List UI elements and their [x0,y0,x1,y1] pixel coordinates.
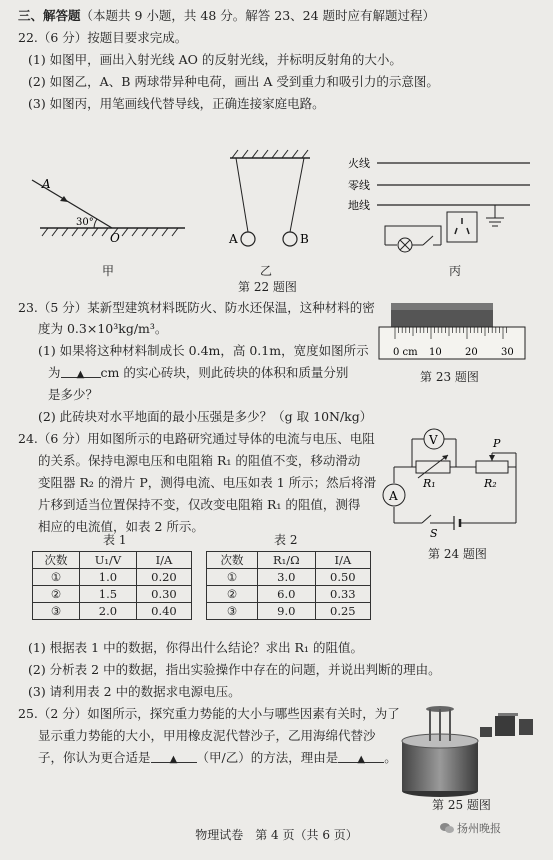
answer-blank-width[interactable] [61,365,101,378]
caption-bing: 丙 [449,264,462,278]
table-row [207,569,371,586]
ruler-label-30: 30 [501,347,514,358]
label-o: O [110,231,120,245]
section-note: （本题共 9 小题，共 48 分。解答 23、24 题时应有解题过程） [80,8,436,23]
q23-line3: (1) 如果将这种材料制成长 0.4m，高 0.1m，宽度如图所示 [38,343,369,358]
table-cell: 3.0 [258,569,316,586]
angle-label: 30° [76,217,94,228]
neutral-wire-label: 零线 [348,179,370,192]
q22-part1: (1) 如图甲，画出入射光线 AO 的反射光线，并标明反射角的大小。 [28,52,402,67]
voltmeter-label: V [429,433,438,447]
q25-line3 [38,750,397,766]
ruler-label-20: 20 [465,347,478,358]
table-cell: 2.0 [80,603,137,620]
table1-header-row [33,552,192,569]
table-cell: ③ [33,603,80,620]
table1-header-cell: U₁/V [80,552,137,569]
q24-line5: 相应的电流值，如表 2 所示。 [38,519,204,534]
answer-blank-method[interactable] [151,750,197,763]
r1-label: R₁ [423,477,436,490]
q24-line4: 片移到适当位置保持不变，仅改变电阻箱 R₁ 的阻值，测得 [38,497,361,512]
q23-line4-b: cm 的实心砖块，则此砖块的体积和质量分别 [100,365,349,380]
ground-wire-label: 地线 [348,199,370,212]
q22-part2: (2) 如图乙，A、B 两球带异种电荷，画出 A 受到重力和吸引力的示意图。 [28,74,439,89]
figure-ruler [377,300,527,365]
table-cell: 9.0 [258,603,316,620]
q24-line1: 24.（6 分）用如图所示的电路研究通过导体的电流与电压、电阻 [18,431,375,446]
table1-header-cell: 次数 [33,552,80,569]
q25-line3-c: 。 [384,750,397,765]
table-cell: 6.0 [258,586,316,603]
ball-b [283,232,297,246]
table-1 [32,551,192,620]
switch-icon [423,236,433,245]
q25-line3-b: （甲/乙）的方法，理由是 [196,750,339,765]
wechat-icon [440,822,454,834]
ball-a [241,232,255,246]
table2-header-cell: I/A [315,552,370,569]
q24-sub1: (1) 根据表 1 中的数据，你得出什么结论？求出 R₁ 的阻值。 [28,640,363,655]
section-title: 三、解答题 [18,8,81,23]
figure-24-circuit [378,425,528,540]
label-b-yi: B [300,232,309,246]
ruler-label-0: 0 cm [393,347,418,358]
page-footer: 物理试卷 第 4 页（共 6 页） [195,828,358,842]
caption-yi: 乙 [260,264,273,278]
table-cell: ① [207,569,258,586]
caption-fig25: 第 25 题图 [432,798,491,812]
q23-line1: 23.（5 分）某新型建筑材料既防火、防水还保温，这种材料的密 [18,300,375,315]
table-cell: 0.25 [315,603,370,620]
switch-s [422,515,431,523]
label-a-jia: A [42,177,51,191]
q24-sub3: (3) 请利用表 2 中的数据求电源电压。 [28,684,241,699]
block-medium [480,727,492,737]
q24-line3: 变阻器 R₂ 的滑片 P，测得电流、电压如表 1 所示；然后将滑 [38,475,377,490]
caption-fig22: 第 22 题图 [238,280,297,294]
q24-sub2: (2) 分析表 2 中的数据，指出实验操作中存在的问题，并说出判断的理由。 [28,662,441,677]
q23-line4-a: 为 [48,365,61,380]
socket-icon [447,212,477,242]
table-cell: 0.30 [136,586,191,603]
slider-p-label: P [493,437,501,450]
q25-line1: 25.（2 分）如图所示，探究重力势能的大小与哪些因素有关时，为了 [18,706,400,721]
table-cell: ② [33,586,80,603]
table2-header-row [207,552,371,569]
table2-header-cell: R₁/Ω [258,552,316,569]
table-2 [206,551,371,620]
q25-line2: 显示重力势能的大小，甲用橡皮泥代替沙子，乙用海绵代替沙 [38,728,376,743]
q22-part3: (3) 如图丙，用笔画线代替导线，正确连接家庭电路。 [28,96,325,111]
q25-line3-a: 子，你认为更合适是 [38,750,151,765]
table-row [33,586,192,603]
section-header [18,8,435,24]
table1-title: 表 1 [103,533,127,547]
table2-title: 表 2 [274,533,298,547]
table2-header-cell: 次数 [207,552,258,569]
r2-label: R₂ [484,477,497,490]
switch-s-label: S [430,527,438,540]
table-row [33,603,192,620]
watermark-text: 扬州晚报 [457,822,501,835]
live-wire-label: 火线 [348,157,370,170]
block-large [495,716,515,736]
table-cell: 0.40 [136,603,191,620]
table-cell: 0.50 [315,569,370,586]
q23-line2: 度为 0.3×10³kg/m³。 [38,321,168,336]
table-cell: 1.0 [80,569,137,586]
caption-jia: 甲 [102,264,115,278]
figure-25-sandbox [398,703,538,798]
table-cell: ② [207,586,258,603]
rheostat-r2 [476,461,508,473]
figure-bing-circuit [345,150,535,265]
table-cell: 0.20 [136,569,191,586]
caption-fig23: 第 23 题图 [420,370,479,384]
q22-stem: 22.（6 分）按题目要求完成。 [18,30,188,45]
label-a-yi: A [229,232,238,246]
q24-line2: 的关系。保持电源电压和电阻箱 R₁ 的阻值不变，移动滑动 [38,453,361,468]
table-cell: 1.5 [80,586,137,603]
answer-mark: ▲ [357,754,366,765]
table-cell: ③ [207,603,258,620]
table-row [207,586,371,603]
q23-line4 [48,365,348,381]
caption-fig24: 第 24 题图 [428,547,487,561]
table-row [33,569,192,586]
table1-header-cell: I/A [136,552,191,569]
figure-yi-charges [218,140,318,255]
table-cell: ① [33,569,80,586]
ammeter-label: A [389,489,398,503]
q23-line6: (2) 此砖块对水平地面的最小压强是多少？（g 取 10N/kg） [38,409,373,424]
answer-blank-reason[interactable] [338,750,384,763]
answer-mark: ▲ [169,754,178,765]
watermark [440,820,501,836]
ruler-label-10: 10 [429,347,442,358]
answer-mark: ▲ [76,369,85,380]
table-cell: 0.33 [315,586,370,603]
table-row [207,603,371,620]
block-small [519,719,533,735]
figure-jia-reflection [20,170,190,250]
q23-line5: 是多少？ [48,387,99,402]
